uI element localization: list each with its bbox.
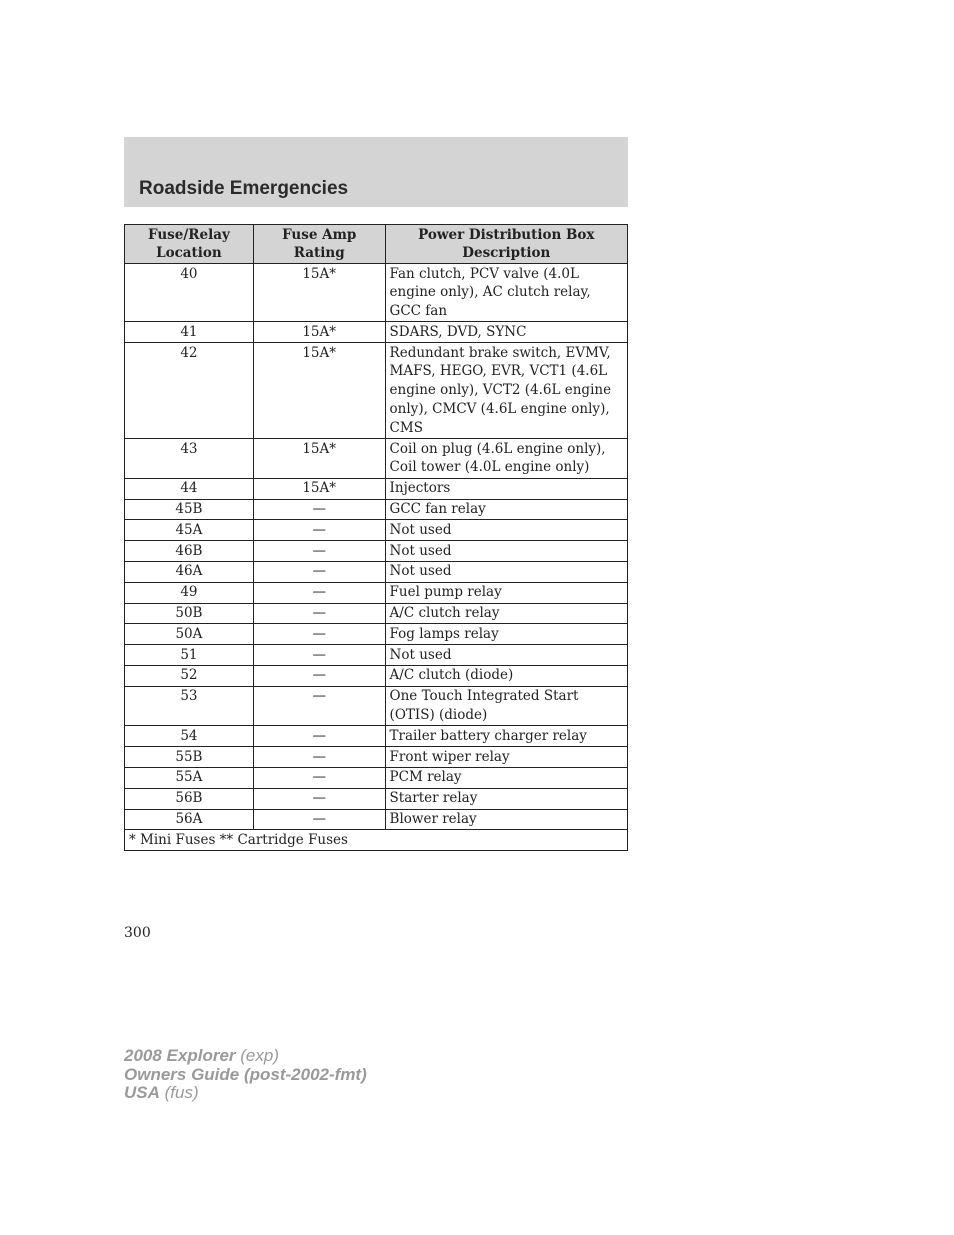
table-body — [125, 264, 628, 830]
cell-rating: 15A* — [253, 478, 385, 499]
page-number: 300 — [124, 925, 151, 941]
cell-description: Front wiper relay — [385, 747, 627, 768]
table-row — [125, 726, 628, 747]
cell-description: Redundant brake switch, EVMV, MAFS, HEGO, EVR, VCT1 (4.6L engine only), VCT2 (4.6L engine only), CMCV (4.6L engine only), CMS — [385, 343, 627, 439]
column-header-location: Fuse/Relay Location — [125, 225, 254, 264]
cell-description: Trailer battery charger relay — [385, 726, 627, 747]
cell-rating: 15A* — [253, 439, 385, 479]
cell-location: 56B — [125, 788, 254, 809]
cell-rating: — — [253, 809, 385, 830]
table-header-row — [125, 225, 628, 264]
cell-description: GCC fan relay — [385, 499, 627, 520]
document-footer — [124, 1047, 367, 1103]
cell-location: 45B — [125, 499, 254, 520]
table-row — [125, 603, 628, 624]
cell-description: Starter relay — [385, 788, 627, 809]
cell-rating: — — [253, 520, 385, 541]
cell-rating: — — [253, 645, 385, 666]
cell-location: 50A — [125, 624, 254, 645]
cell-description: One Touch Integrated Start (OTIS) (diode) — [385, 686, 627, 726]
cell-rating: — — [253, 747, 385, 768]
cell-location: 43 — [125, 439, 254, 479]
table-row — [125, 343, 628, 439]
table-row — [125, 264, 628, 322]
cell-location: 50B — [125, 603, 254, 624]
table-row — [125, 767, 628, 788]
cell-rating: — — [253, 582, 385, 603]
cell-description: Fuel pump relay — [385, 582, 627, 603]
table-row — [125, 788, 628, 809]
cell-rating: — — [253, 788, 385, 809]
cell-rating: 15A* — [253, 264, 385, 322]
cell-rating: 15A* — [253, 343, 385, 439]
table-row — [125, 665, 628, 686]
cell-location: 54 — [125, 726, 254, 747]
cell-location: 45A — [125, 520, 254, 541]
cell-location: 55A — [125, 767, 254, 788]
cell-description: A/C clutch (diode) — [385, 665, 627, 686]
cell-description: SDARS, DVD, SYNC — [385, 322, 627, 343]
cell-location: 56A — [125, 809, 254, 830]
cell-description: Fog lamps relay — [385, 624, 627, 645]
table-row — [125, 582, 628, 603]
table-row — [125, 645, 628, 666]
cell-location: 40 — [125, 264, 254, 322]
cell-description: Not used — [385, 520, 627, 541]
cell-location: 46B — [125, 541, 254, 562]
column-header-rating: Fuse Amp Rating — [253, 225, 385, 264]
table-row — [125, 686, 628, 726]
table-row — [125, 499, 628, 520]
cell-description: PCM relay — [385, 767, 627, 788]
table-row — [125, 478, 628, 499]
footer-line-2: Owners Guide (post-2002-fmt) — [124, 1064, 367, 1084]
table-row — [125, 439, 628, 479]
cell-location: 46A — [125, 561, 254, 582]
table-row — [125, 541, 628, 562]
cell-description: A/C clutch relay — [385, 603, 627, 624]
table-row — [125, 322, 628, 343]
cell-location: 42 — [125, 343, 254, 439]
cell-rating: — — [253, 561, 385, 582]
fuse-table — [124, 224, 628, 851]
cell-rating: — — [253, 541, 385, 562]
column-header-description: Power Distribution Box Description — [385, 225, 627, 264]
footer-line-3: USA (fus) — [124, 1083, 199, 1102]
cell-location: 49 — [125, 582, 254, 603]
cell-location: 41 — [125, 322, 254, 343]
table-row — [125, 520, 628, 541]
cell-rating: — — [253, 624, 385, 645]
cell-description: Not used — [385, 541, 627, 562]
cell-description: Not used — [385, 645, 627, 666]
cell-location: 51 — [125, 645, 254, 666]
table-row — [125, 809, 628, 830]
table-row — [125, 561, 628, 582]
table-footnote-row — [125, 830, 628, 851]
table-row — [125, 624, 628, 645]
cell-description: Injectors — [385, 478, 627, 499]
footer-line-1: 2008 Explorer (exp) — [124, 1046, 279, 1065]
cell-description: Not used — [385, 561, 627, 582]
table-row — [125, 747, 628, 768]
cell-rating: — — [253, 665, 385, 686]
cell-rating: — — [253, 686, 385, 726]
cell-rating: — — [253, 499, 385, 520]
cell-rating: — — [253, 767, 385, 788]
cell-location: 53 — [125, 686, 254, 726]
cell-description: Fan clutch, PCV valve (4.0L engine only), AC clutch relay, GCC fan — [385, 264, 627, 322]
cell-location: 55B — [125, 747, 254, 768]
cell-description: Blower relay — [385, 809, 627, 830]
section-title: Roadside Emergencies — [139, 178, 349, 199]
cell-rating: — — [253, 726, 385, 747]
cell-location: 52 — [125, 665, 254, 686]
table-footnote: * Mini Fuses ** Cartridge Fuses — [125, 830, 628, 851]
cell-location: 44 — [125, 478, 254, 499]
cell-rating: 15A* — [253, 322, 385, 343]
cell-description: Coil on plug (4.6L engine only), Coil tower (4.0L engine only) — [385, 439, 627, 479]
cell-rating: — — [253, 603, 385, 624]
